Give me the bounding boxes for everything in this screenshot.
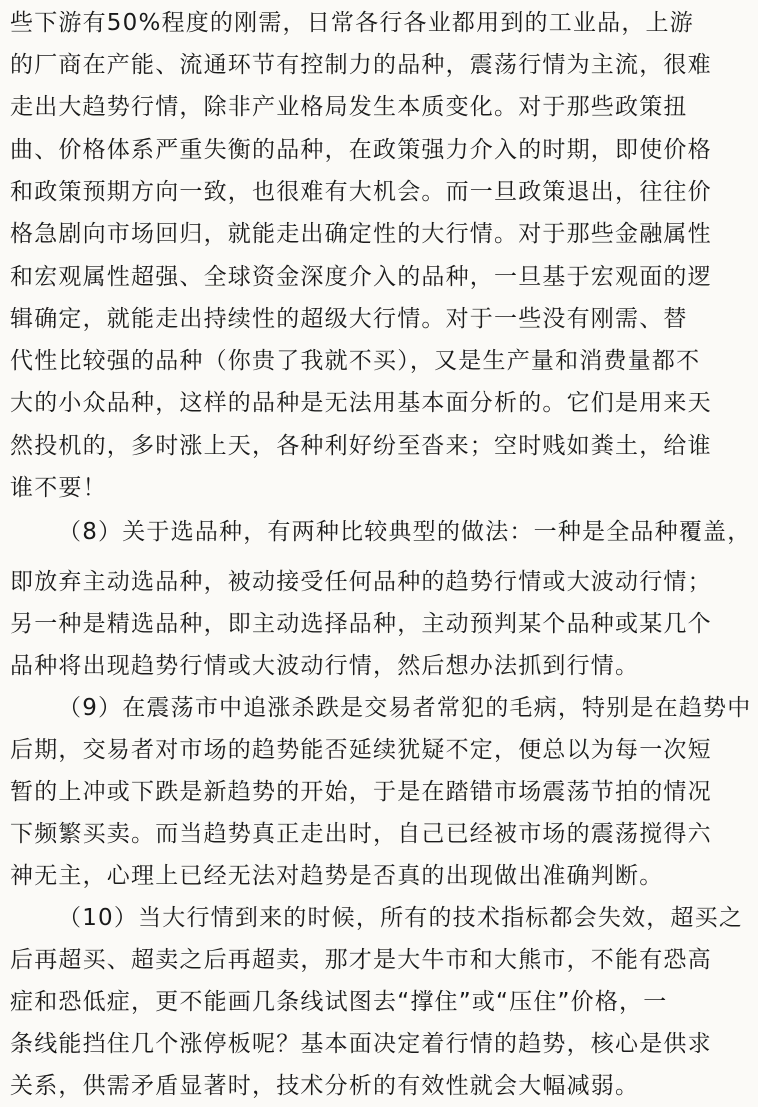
text-line: 大的小众品种，这样的品种是无法用基本面分析的。它们是用来天 (10, 390, 712, 416)
text-line: 和政策预期方向一致，也很难有大机会。而一旦政策退出，往往价 (10, 179, 712, 205)
text-line: 然投机的，多时涨上天，各种利好纷至沓来；空时贱如粪土，给谁 (10, 433, 712, 459)
text-line: 辑确定，就能走出持续性的超级大行情。对于一些没有刚需、替 (10, 306, 688, 332)
text-line: 另一种是精选品种，即主动选择品种，主动预判某个品种或某几个 (10, 611, 712, 637)
text-line: 关系，供需矛盾显著时，技术分析的有效性就会大幅减弱。 (10, 1073, 640, 1099)
text-line: 和宏观属性超强、全球资金深度介入的品种，一旦基于宏观面的逻 (10, 264, 712, 290)
paragraph-9-first-line: （9）在震荡市中追涨杀跌是交易者常犯的毛病，特别是在趋势中 (58, 695, 752, 721)
text-line: 格急剧向市场回归，就能走出确定性的大行情。对于那些金融属性 (10, 221, 712, 247)
text-line: 曲、价格体系严重失衡的品种，在政策强力介入的时期，即使价格 (10, 137, 712, 163)
paragraph-8-first-line: （8）关于选品种，有两种比较典型的做法：一种是全品种覆盖， (58, 519, 752, 545)
text-line: 即放弃主动选品种，被动接受任何品种的趋势行情或大波动行情； (10, 569, 712, 595)
text-line: 后期，交易者对市场的趋势能否延续犹疑不定，便总以为每一次短 (10, 737, 712, 763)
text-line: 品种将出现趋势行情或大波动行情，然后想办法抓到行情。 (10, 653, 640, 679)
text-line: 代性比较强的品种（你贵了我就不买），又是生产量和消费量都不 (10, 348, 701, 374)
text-line: 下频繁买卖。而当趋势真正走出时，自己已经被市场的震荡搅得六 (10, 821, 712, 847)
text-line: 暂的上冲或下跌是新趋势的开始，于是在踏错市场震荡节拍的情况 (10, 779, 712, 805)
text-line: 神无主，心理上已经无法对趋势是否真的出现做出准确判断。 (10, 863, 664, 889)
text-line: 走出大趋势行情，除非产业格局发生本质变化。对于那些政策扭 (10, 94, 688, 120)
paragraph-10-first-line: （10）当大行情到来的时候，所有的技术指标都会失效，超买之 (58, 905, 744, 931)
text-line: 症和恐低症，更不能画几条线试图去“撑住”或“压住”价格，一 (10, 989, 668, 1015)
text-line: 的厂商在产能、流通环节有控制力的品种，震荡行情为主流，很难 (10, 52, 712, 78)
text-line: 后再超买、超卖之后再超卖，那才是大牛市和大熊市，不能有恐高 (10, 947, 712, 973)
text-line: 条线能挡住几个涨停板呢？基本面决定着行情的趋势，核心是供求 (10, 1031, 712, 1057)
text-line: 些下游有50%程度的刚需，日常各行各业都用到的工业品，上游 (10, 10, 694, 36)
text-line: 谁不要！ (10, 475, 107, 501)
